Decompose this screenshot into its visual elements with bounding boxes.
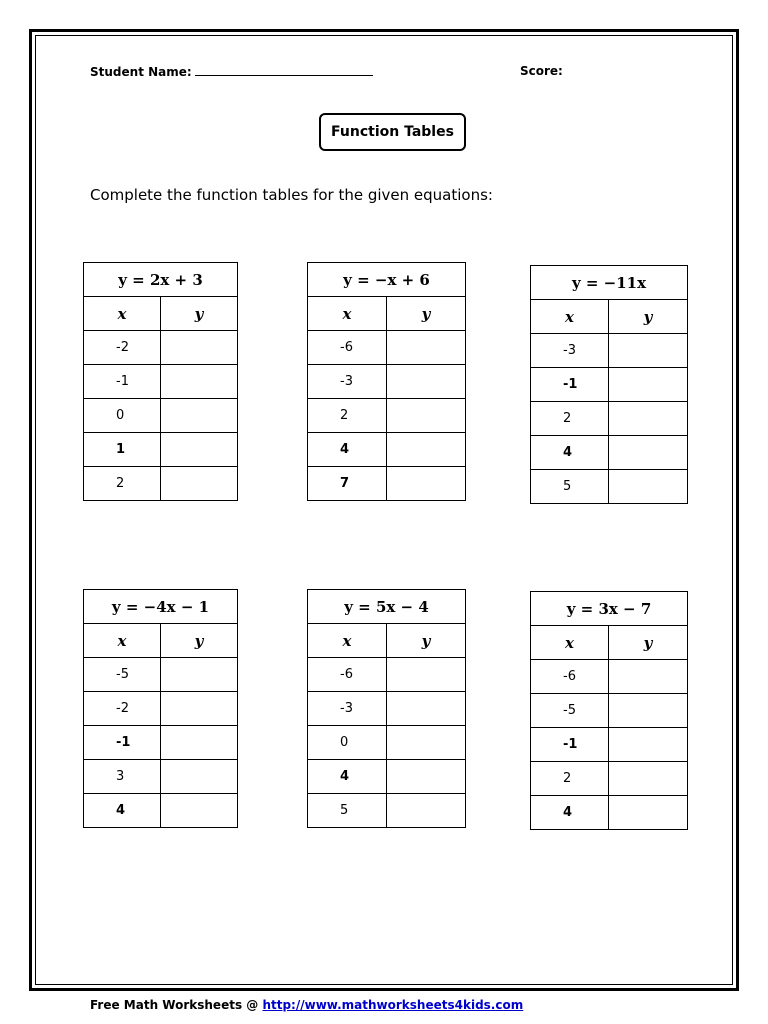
footer-text: Free Math Worksheets @	[90, 998, 263, 1012]
y-answer-cell[interactable]	[387, 467, 466, 501]
y-answer-cell[interactable]	[609, 334, 688, 368]
footer-link[interactable]: http://www.mathworksheets4kids.com	[262, 998, 524, 1012]
page-border-inner	[35, 35, 733, 985]
x-header: x	[84, 624, 161, 658]
x-value: 3	[84, 760, 161, 794]
y-answer-cell[interactable]	[387, 331, 466, 365]
y-answer-cell[interactable]	[161, 399, 238, 433]
function-table-3	[530, 265, 688, 504]
y-header: y	[161, 297, 238, 331]
y-answer-cell[interactable]	[161, 433, 238, 467]
x-value: -1	[84, 726, 161, 760]
x-value: -1	[531, 728, 609, 762]
y-answer-cell[interactable]	[387, 365, 466, 399]
x-value: -5	[531, 694, 609, 728]
x-value: -6	[308, 658, 387, 692]
footer	[90, 998, 523, 1012]
y-answer-cell[interactable]	[609, 368, 688, 402]
x-value: 2	[84, 467, 161, 501]
y-answer-cell[interactable]	[387, 726, 466, 760]
student-name-field	[90, 64, 373, 79]
y-header: y	[387, 297, 466, 331]
function-table-2	[307, 262, 466, 501]
score-label: Score:	[520, 64, 563, 78]
y-answer-cell[interactable]	[609, 470, 688, 504]
table-equation: y = 5x − 4	[308, 590, 466, 624]
x-value: 7	[308, 467, 387, 501]
x-value: -1	[84, 365, 161, 399]
y-answer-cell[interactable]	[161, 658, 238, 692]
x-value: 4	[531, 796, 609, 830]
table-equation: y = −11x	[531, 266, 688, 300]
x-value: 4	[84, 794, 161, 828]
x-value: 2	[531, 402, 609, 436]
x-value: 2	[531, 762, 609, 796]
table-equation: y = 3x − 7	[531, 592, 688, 626]
y-answer-cell[interactable]	[161, 692, 238, 726]
x-header: x	[308, 624, 387, 658]
x-value: -6	[531, 660, 609, 694]
y-answer-cell[interactable]	[387, 760, 466, 794]
y-answer-cell[interactable]	[609, 436, 688, 470]
x-value: -6	[308, 331, 387, 365]
x-header: x	[531, 626, 609, 660]
y-answer-cell[interactable]	[161, 794, 238, 828]
worksheet-title: Function Tables	[319, 113, 466, 151]
y-answer-cell[interactable]	[387, 794, 466, 828]
x-header: x	[531, 300, 609, 334]
table-equation: y = −x + 6	[308, 263, 466, 297]
y-answer-cell[interactable]	[161, 365, 238, 399]
x-value: -2	[84, 692, 161, 726]
y-answer-cell[interactable]	[387, 433, 466, 467]
student-name-label: Student Name:	[90, 65, 192, 79]
y-answer-cell[interactable]	[161, 331, 238, 365]
y-header: y	[387, 624, 466, 658]
x-value: 4	[531, 436, 609, 470]
x-value: 5	[531, 470, 609, 504]
x-header: x	[308, 297, 387, 331]
x-value: -3	[531, 334, 609, 368]
x-value: -5	[84, 658, 161, 692]
x-value: -3	[308, 365, 387, 399]
table-equation: y = −4x − 1	[84, 590, 238, 624]
x-value: 2	[308, 399, 387, 433]
x-header: x	[84, 297, 161, 331]
y-answer-cell[interactable]	[609, 402, 688, 436]
y-answer-cell[interactable]	[609, 694, 688, 728]
x-value: 5	[308, 794, 387, 828]
instructions: Complete the function tables for the given equations:	[90, 186, 493, 204]
x-value: -3	[308, 692, 387, 726]
x-value: 0	[84, 399, 161, 433]
y-answer-cell[interactable]	[387, 399, 466, 433]
student-name-line	[195, 64, 373, 76]
x-value: -2	[84, 331, 161, 365]
y-answer-cell[interactable]	[387, 692, 466, 726]
x-value: -1	[531, 368, 609, 402]
y-header: y	[609, 300, 688, 334]
y-answer-cell[interactable]	[161, 760, 238, 794]
table-equation: y = 2x + 3	[84, 263, 238, 297]
function-table-4	[83, 589, 238, 828]
y-answer-cell[interactable]	[609, 660, 688, 694]
y-header: y	[161, 624, 238, 658]
function-table-6	[530, 591, 688, 830]
y-header: y	[609, 626, 688, 660]
y-answer-cell[interactable]	[609, 762, 688, 796]
y-answer-cell[interactable]	[387, 658, 466, 692]
y-answer-cell[interactable]	[161, 726, 238, 760]
function-table-1	[83, 262, 238, 501]
y-answer-cell[interactable]	[609, 796, 688, 830]
x-value: 1	[84, 433, 161, 467]
y-answer-cell[interactable]	[161, 467, 238, 501]
x-value: 0	[308, 726, 387, 760]
y-answer-cell[interactable]	[609, 728, 688, 762]
x-value: 4	[308, 433, 387, 467]
x-value: 4	[308, 760, 387, 794]
function-table-5	[307, 589, 466, 828]
